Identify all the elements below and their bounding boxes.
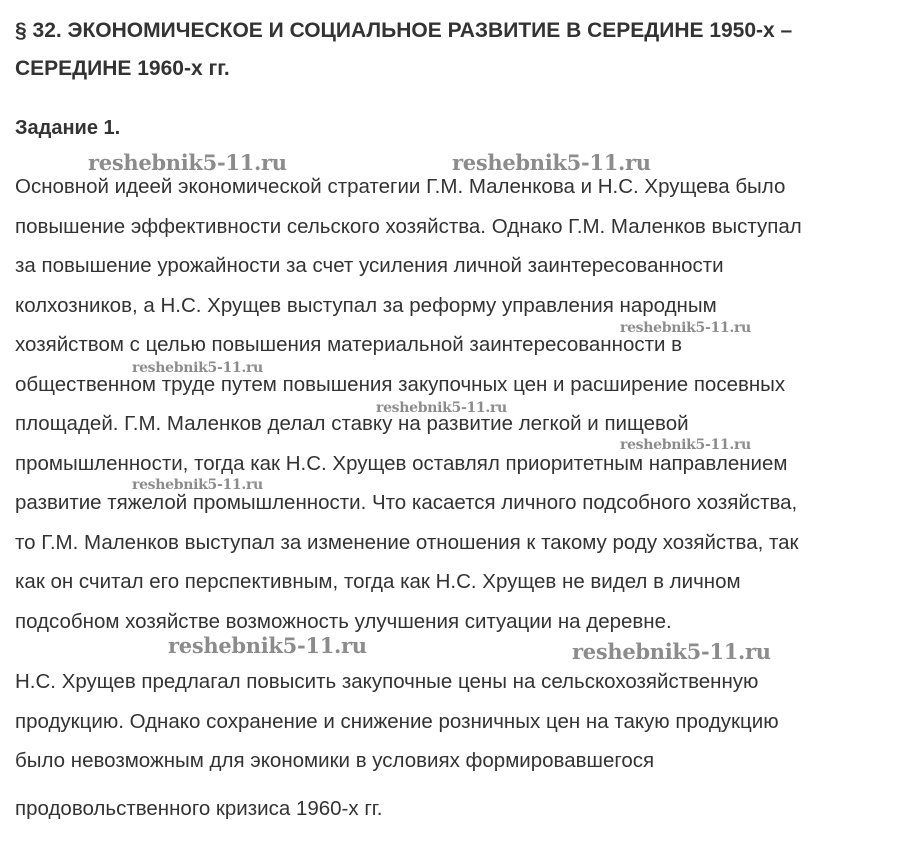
text-line: было невозможным для экономики в условиях формировавшегося [15,749,655,772]
text-line: колхозников, а Н.С. Хрущев выступал за реформу управления народным [15,293,717,317]
watermark: reshebnik5-11.ru [88,150,287,175]
text-line: то Г.М. Маленков выступал за изменение отношения к такому роду хозяйства, так [15,530,799,554]
watermark: reshebnik5-11.ru [452,150,651,175]
watermark: reshebnik5-11.ru [168,633,367,658]
section-title: § 32. ЭКОНОМИЧЕСКОЕ И СОЦИАЛЬНОЕ РАЗВИТИЕ В СЕРЕДИНЕ 1950-х – СЕРЕДИНЕ 1960-х гг. [15,19,793,80]
watermark: reshebnik5-11.ru [132,360,263,376]
answer-paragraph-2 [15,662,905,828]
watermark: reshebnik5-11.ru [620,320,751,336]
text-line: Основной идеей экономической стратегии Г.М. Маленкова и Н.С. Хрущева было [15,175,786,198]
text-line: развитие тяжелой промышленности. Что касается личного подсобного хозяйства, [15,491,798,514]
watermark: reshebnik5-11.ru [572,639,771,664]
text-line: подсобном хозяйстве возможность улучшения ситуации на деревне. [15,609,672,633]
task-heading: Задание 1. [15,117,121,139]
text-line: продовольственного кризиса 1960-х гг. [15,796,383,820]
text-line: Н.С. Хрущев предлагал повысить закупочные цены на сельскохозяйственную [15,670,759,693]
text-line: промышленности, тогда как Н.С. Хрущев оставлял приоритетным направлением [15,451,788,475]
text-line: продукцию. Однако сохранение и снижение розничных цен на такую продукцию [15,709,779,733]
text-line: хозяйством с целью повышения материальной заинтересованности в [15,333,683,356]
watermark: reshebnik5-11.ru [620,437,751,453]
text-line: за повышение урожайности за счет усиления личной заинтересованности [15,254,724,277]
text-line: площадей. Г.М. Маленков делал ставку на развитие легкой и пищевой [15,412,689,435]
answer-paragraph-1 [15,167,905,641]
watermark: reshebnik5-11.ru [132,477,263,493]
watermark: reshebnik5-11.ru [376,400,507,416]
text-line: как он считал его перспективным, тогда как Н.С. Хрущев не видел в личном [15,570,741,593]
text-line: общественном труде путем повышения закупочных цен и расширение посевных [15,372,786,396]
text-line: повышение эффективности сельского хозяйства. Однако Г.М. Маленков выступал [15,214,802,238]
